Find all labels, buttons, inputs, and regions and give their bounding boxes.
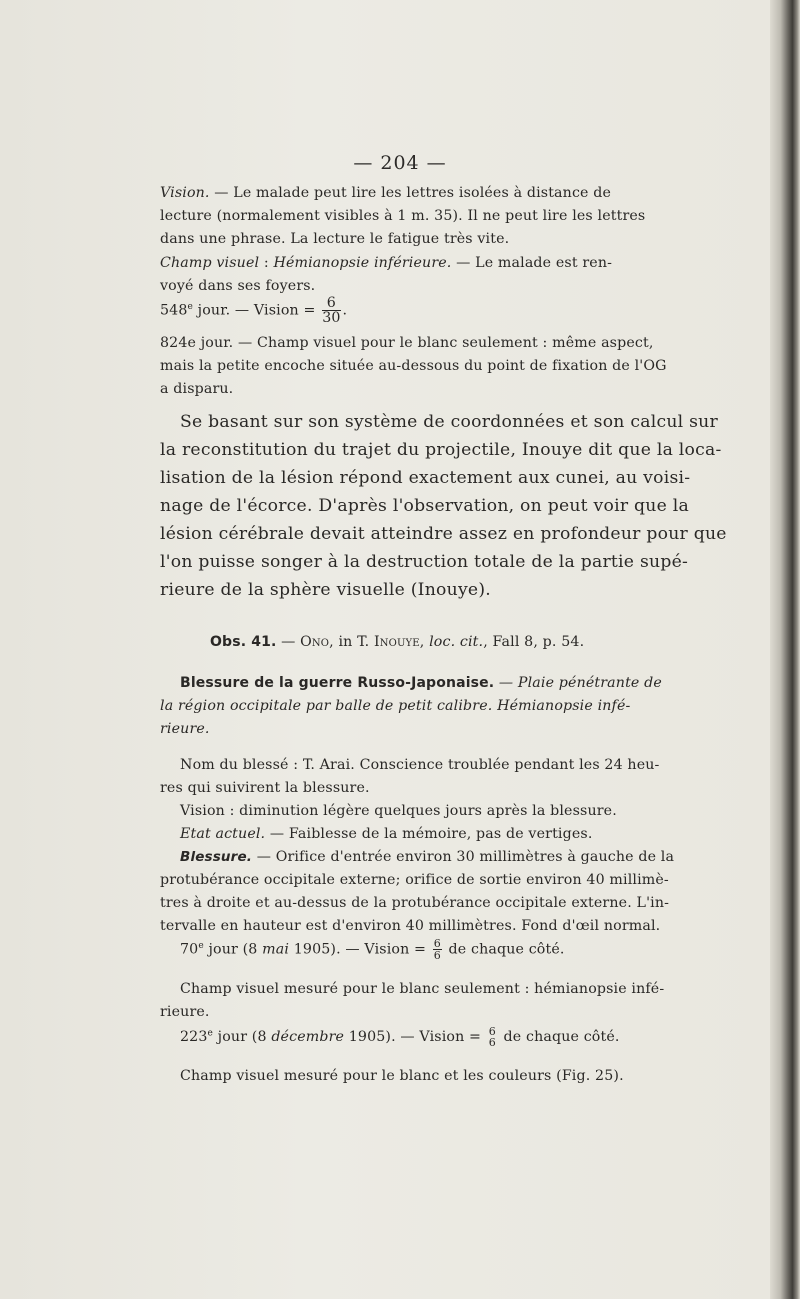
champ2-line: Champ visuel mesuré pour le blanc et les couleurs (Fig. 25). (180, 1068, 624, 1084)
obs-in: , in T. (329, 634, 374, 650)
day70-line (180, 938, 565, 961)
vision-line-1 (160, 185, 611, 201)
main-line-3: lisation de la lésion répond exactement aux cunei, au voisi- (160, 468, 691, 488)
day223-line (180, 1026, 620, 1048)
case-etat (180, 826, 592, 842)
title-rest-1: — Plaie pénétrante de (494, 675, 662, 691)
day548-numerator: 6 (322, 296, 340, 311)
champ-colon: : (259, 255, 274, 271)
champ-diagnosis: Hémianopsie inférieure. (273, 255, 452, 271)
title-bold: Blessure de la guerre Russo-Japonaise. (180, 675, 495, 691)
obs-dash: — (276, 634, 301, 650)
etat-label: Etat actuel. (180, 826, 266, 842)
champ-line-2: voyé dans ses foyers. (160, 278, 316, 294)
day223-text-2: 1905). — Vision = (344, 1029, 486, 1045)
day548-number: 548 (160, 302, 188, 319)
page-edge-shadow (770, 0, 800, 1299)
main-line-6: l'on puisse songer à la destruction totale de la partie supé- (160, 552, 689, 572)
title-line-1 (180, 675, 662, 691)
day223-fraction (488, 1026, 497, 1048)
day70-text-1: jour (8 (203, 941, 263, 958)
obs-label: Obs. 41. (210, 634, 277, 650)
day223-numerator: 6 (488, 1025, 496, 1038)
day548-fraction (322, 296, 340, 325)
day70-sup: e (198, 940, 204, 951)
day548-suffix: . (342, 302, 348, 319)
day70-denominator: 6 (433, 949, 441, 962)
champ1-line-2: rieure. (160, 1004, 210, 1020)
blessure-text-1: — Orifice d'entrée environ 30 millimètres à gauche de la (252, 849, 675, 865)
day548-text: jour. — Vision = (193, 302, 321, 319)
page-number: — 204 — (353, 152, 447, 174)
etat-text: — Faiblesse de la mémoire, pas de vertiges. (265, 826, 593, 842)
day223-denominator: 6 (488, 1036, 496, 1049)
vision-text-1: — Le malade peut lire les lettres isolées à distance de (209, 185, 612, 201)
day70-month: mai (262, 941, 290, 958)
case-vision: Vision : diminution légère quelques jours après la blessure. (180, 803, 617, 819)
title-line-2: la région occipitale par balle de petit calibre. Hémianopsie infé- (160, 698, 631, 714)
title-line-3: rieure. (160, 721, 210, 737)
obs-author: Ono (300, 634, 330, 650)
day70-suffix: de chaque côté. (443, 941, 565, 958)
obs-ref: , Fall 8, p. 54. (483, 634, 585, 650)
day548-line (160, 296, 347, 325)
obs-author2: Inouye (373, 634, 420, 650)
day223-month: décembre (271, 1029, 345, 1045)
day70-number: 70 (180, 941, 199, 958)
main-line-2: la reconstitution du trajet du projectile, Inouye dit que la loca- (160, 440, 722, 460)
case-blessure-2: protubérance occipitale externe; orifice de sortie environ 40 millimè- (160, 872, 669, 888)
day548-sup: e (187, 301, 194, 312)
day824-line-2: mais la petite encoche située au-dessous du point de fixation de l'OG (160, 358, 667, 374)
blessure-label: Blessure. (180, 849, 253, 865)
day223-number: 223 (180, 1029, 208, 1045)
main-line-1: Se basant sur son système de coordonnées et son calcul sur (180, 412, 718, 432)
main-line-7: rieure de la sphère visuelle (Inouye). (160, 580, 491, 600)
case-blessure-1 (180, 849, 674, 865)
champ-text-1: — Le malade est ren- (451, 255, 613, 271)
champ-label: Champ visuel (160, 255, 260, 271)
champ-line-1 (160, 255, 612, 271)
main-line-4: nage de l'écorce. D'après l'observation, on peut voir que la (160, 496, 689, 516)
day223-suffix: de chaque côté. (498, 1029, 620, 1045)
obs-loc: loc. cit. (429, 634, 484, 650)
day824-line-3: a disparu. (160, 381, 234, 397)
main-line-5: lésion cérébrale devait atteindre assez en profondeur pour que (160, 524, 727, 544)
day223-sup: e (207, 1028, 214, 1039)
case-nom-2: res qui suivirent la blessure. (160, 780, 370, 796)
champ1-line-1: Champ visuel mesuré pour le blanc seulement : hémianopsie infé- (180, 981, 665, 997)
day548-denominator: 30 (322, 310, 341, 327)
day70-numerator: 6 (433, 937, 441, 950)
vision-line-3: dans une phrase. La lecture le fatigue très vite. (160, 231, 510, 247)
obs-comma: , (419, 634, 430, 650)
day824-line-1: 824e jour. — Champ visuel pour le blanc seulement : même aspect, (160, 335, 654, 351)
day70-fraction (433, 938, 442, 961)
vision-label: Vision. (160, 185, 210, 201)
case-blessure-3: tres à droite et au-dessus de la protubérance occipitale externe. L'in- (160, 895, 670, 911)
day70-text-2: 1905). — Vision = (289, 941, 431, 958)
obs-line (210, 634, 584, 650)
case-blessure-4: tervalle en hauteur est d'environ 40 millimètres. Fond d'œil normal. (160, 918, 661, 934)
day223-text-1: jour (8 (213, 1029, 272, 1045)
case-nom-1: Nom du blessé : T. Arai. Conscience troublée pendant les 24 heu- (180, 757, 660, 773)
vision-line-2: lecture (normalement visibles à 1 m. 35). Il ne peut lire les lettres (160, 208, 646, 224)
